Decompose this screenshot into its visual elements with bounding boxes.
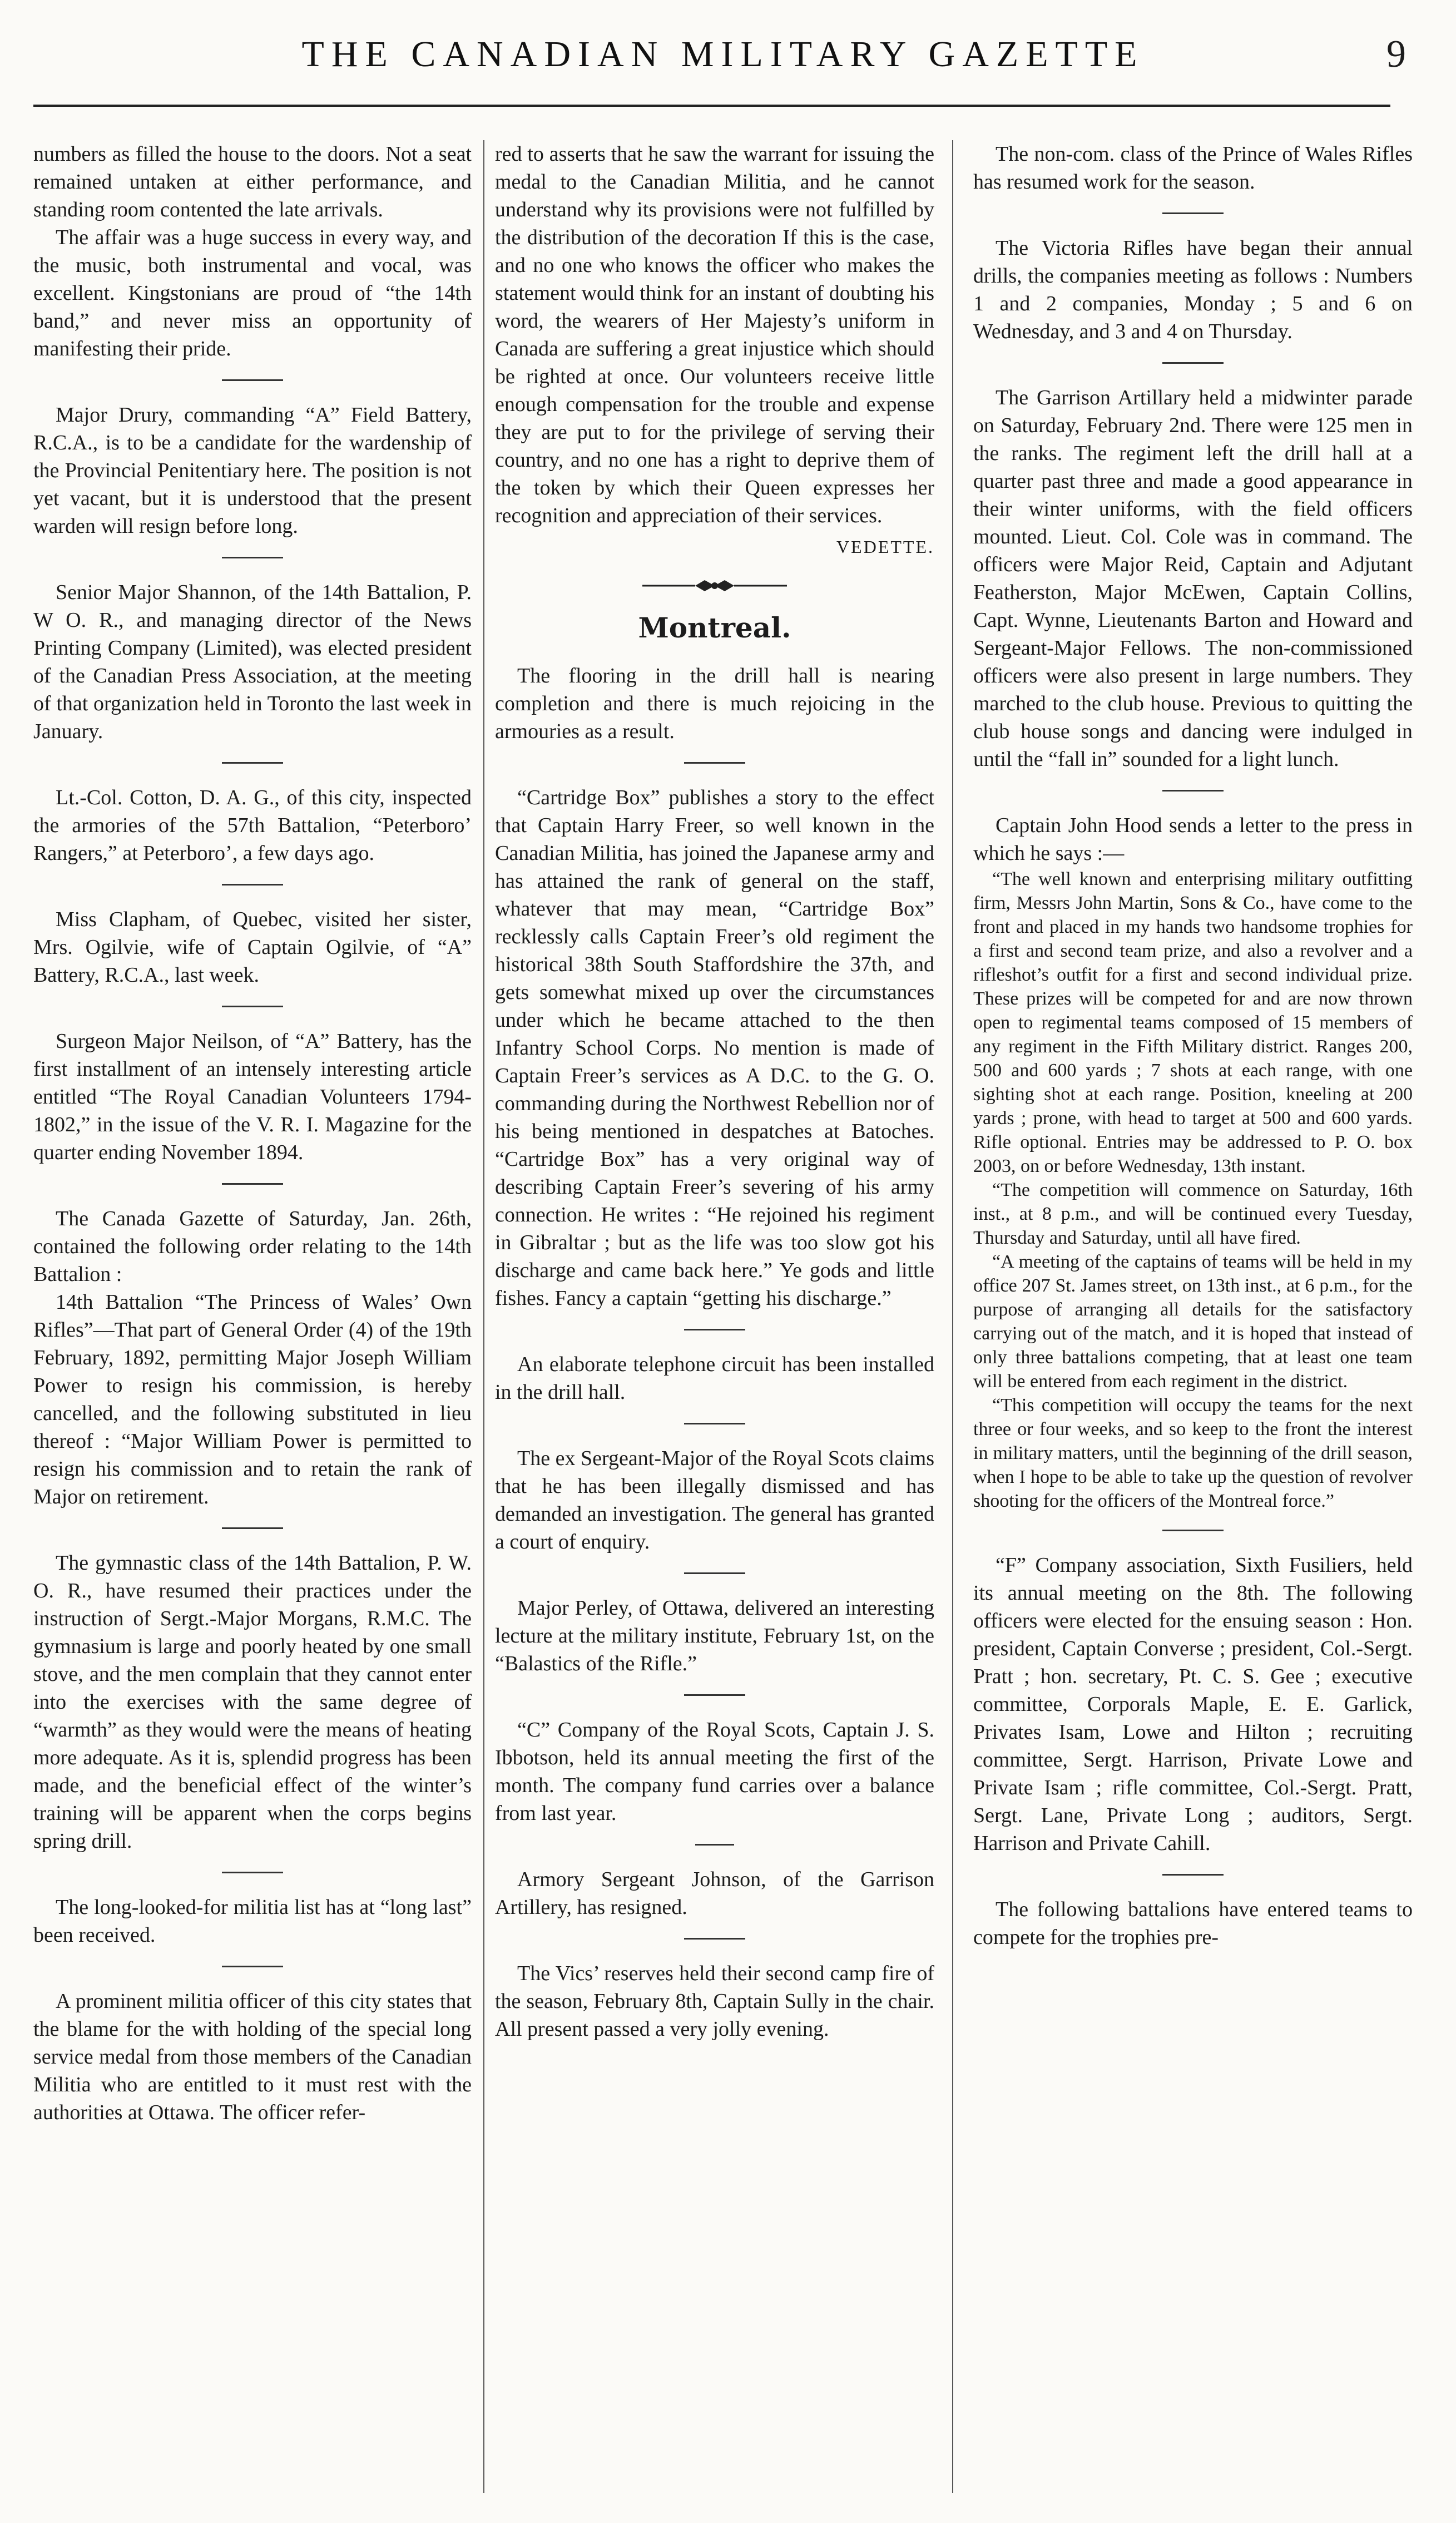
newspaper-title: THE CANADIAN MILITARY GAZETTE	[301, 34, 1145, 75]
paragraph: The affair was a huge success in every way, and the music, both instrumental and vocal, was excellent. Kingstonians are proud of “the 14th band,” and never miss an opportunity of manifesting their pride.	[33, 226, 472, 360]
separator	[695, 1844, 734, 1846]
paragraph: Armory Sergeant Johnson, of the Garrison Artillery, has resigned.	[495, 1868, 934, 1919]
section-heading: Montreal.	[638, 611, 791, 644]
separator	[684, 1423, 745, 1424]
paragraph: The Garrison Artillary held a midwinter parade on Saturday, February 2nd. There were 125 men in the ranks. The regiment left the drill hall at a quarter past three and made a good appearance in their winter uniforms, with the field officers mounted. Lieut. Col. Cole was in command. The officers were Major Reid, Captain and Adjutant Featherston, Major McEwen, Captain Collins, Capt. Wynne, Lieutenants Barton and Howard and Sergeant-Major Fellows. The non-commissioned officers were also present in large numbers. They marched to the club house. Previous to quitting the club house songs and dancing were indulged in until the “fall in” sounded for a light lunch.	[973, 386, 1413, 771]
separator	[222, 1872, 283, 1873]
paragraph: The Vics’ reserves held their second camp fire of the season, February 8th, Captain Sully in the chair. All present passed a very jolly evening.	[495, 1962, 934, 2041]
paragraph: Miss Clapham, of Quebec, visited her sister, Mrs. Ogilvie, wife of Captain Ogilvie, of “A” Battery, R.C.A., last week.	[33, 908, 472, 987]
separator	[222, 379, 283, 381]
separator	[222, 1527, 283, 1529]
paragraph: Surgeon Major Neilson, of “A” Battery, has the first installment of an intensely interesting article entitled “The Royal Canadian Volunteers 1794-1802,” in the issue of the V. R. I. Magazine for the quarter ending November 1894.	[33, 1030, 472, 1164]
quoted-paragraph: “The competition will commence on Saturday, 16th inst., at 8 p.m., and will be continued every Tuesday, Thursday and Saturday, until all have fired.	[973, 1180, 1413, 1248]
paragraph: Lt.-Col. Cotton, D. A. G., of this city, inspected the armories of the 57th Battalion, “Peterboro’ Rangers,” at Peterboro’, a few days ago.	[33, 786, 472, 865]
separator	[1162, 362, 1224, 364]
separator	[222, 1006, 283, 1007]
paragraph: Major Perley, of Ottawa, delivered an interesting lecture at the military institute, February 1st, on the “Balastics of the Rifle.”	[495, 1596, 934, 1675]
paragraph: “C” Company of the Royal Scots, Captain J. S. Ibbotson, held its annual meeting the first of the month. The company fund carries over a balance from last year.	[495, 1718, 934, 1825]
column-3	[973, 140, 1413, 2493]
signature: VEDETTE.	[836, 537, 934, 557]
separator	[684, 762, 745, 764]
paragraph: red to asserts that he saw the warrant for issuing the medal to the Canadian Militia, and he cannot understand why its provisions were not fulfilled by the distribution of the decoration If this is the case, and no one who knows the officer who makes the statement would think for an instant of doubting his word, the wearers of Her Majesty’s uniform in Canada are suffering a great injustice which should be righted at once. Our volunteers receive little enough compensation for the trouble and expense they are put to for the privilege of serving their country, and no one has a right to deprive them of the token by which their Queen expresses her recognition and appreciation of their services.	[495, 142, 934, 527]
paragraph: The following battalions have entered teams to compete for the trophies pre-	[973, 1898, 1413, 1949]
paragraph: Captain John Hood sends a letter to the press in which he says :—	[973, 814, 1413, 865]
paragraph: The gymnastic class of the 14th Battalion, P. W. O. R., have resumed their practices under the instruction of Sergt.-Major Morgans, R.M.C. The gymnasium is large and poorly heated by one small stove, and the men complain that they cannot enter into the exercises with the same degree of “warmth” as they would were the means of heating more adequate. As it is, splendid progress has been made, and the beneficial effect of the winter’s training will be apparent when the corps begins spring drill.	[33, 1551, 472, 1853]
masthead	[0, 21, 1456, 88]
quoted-paragraph: “The well known and enterprising military outfitting firm, Messrs John Martin, Sons & Co., have come to the front and placed in my hands two handsome trophies for a first and second team prize, and also a revolver and a rifleshot’s outfit for a first and second individual prize. These prizes will be competed for and are now thrown open to regimental teams composed of 15 members of any regiment in the Fifth Military district. Ranges 200, 500 and 600 yards ; 7 shots at each range, with one sighting shot at each range. Position, kneeling at 200 yards ; prone, with head to target at 500 and 600 yards. Rifle optional. Entries may be addressed to P. O. box 2003, on or before Wednesday, 13th instant.	[973, 869, 1413, 1176]
separator	[684, 1572, 745, 1574]
column-2	[495, 140, 934, 2493]
column-divider	[952, 140, 953, 2493]
paragraph: The Canada Gazette of Saturday, Jan. 26th, contained the following order relating to the 14th Battalion :	[33, 1207, 472, 1286]
ornament-divider-icon	[642, 577, 787, 594]
paragraph: The flooring in the drill hall is nearing completion and there is much rejoicing in the armouries as a result.	[495, 664, 934, 743]
separator	[1162, 1874, 1224, 1876]
quoted-paragraph: “This competition will occupy the teams for the next three or four weeks, and so keep to the front the interest in military matters, until the beginning of the drill season, when I hope to be able to take up the question of revolver shooting for the officers of the Montreal force.”	[973, 1395, 1413, 1511]
quoted-paragraph: “A meeting of the captains of teams will be held in my office 207 St. James street, on 13th inst., at 6 p.m., for the purpose of arranging all details for the satisfactory carrying out of the match, and it is hoped that instead of only three battalions competing, that at least one team will be entered from each regiment in the district.	[973, 1251, 1413, 1392]
separator	[1162, 790, 1224, 791]
paragraph: numbers as filled the house to the doors. Not a seat remained untaken at either performance, and standing room contented the late arrivals.	[33, 142, 472, 221]
paragraph: A prominent militia officer of this city states that the blame for the with holding of the special long service medal from those members of the Canadian Militia who are entitled to it must rest with the authorities at Ottawa. The officer refer-	[33, 1990, 472, 2124]
paragraph: The non-com. class of the Prince of Wales Rifles has resumed work for the season.	[973, 142, 1413, 194]
separator	[222, 1966, 283, 1967]
separator	[1162, 1530, 1224, 1531]
paragraph: The Victoria Rifles have began their annual drills, the companies meeting as follows : Numbers 1 and 2 companies, Monday ; 5 and 6 on Wednesday, and 3 and 4 on Thursday.	[973, 236, 1413, 343]
paragraph: “Cartridge Box” publishes a story to the effect that Captain Harry Freer, so well known in the Canadian Militia, has joined the Japanese army and has attained the rank of general on the staff, whatever that may mean, “Cartridge Box” recklessly calls Captain Freer’s old regiment the historical 38th South Staffordshire the 37th, and gets somewhat mixed up over the circumstances under which he became attached to the then Infantry School Corps. No mention is made of Captain Freer’s services as A D.C. to the G. O. commanding during the Northwest Rebellion nor of his being mentioned in despatches at Batoches. “Cartridge Box” has a very original way of describing Captain Freer’s severing of his army connection. He writes : “He rejoined his regiment in Gibraltar ; but as the life was too slow got his discharge and came back here.” Ye gods and little fishes. Fancy a captain “getting his discharge.”	[495, 786, 934, 1310]
paragraph: Major Drury, commanding “A” Field Battery, R.C.A., is to be a candidate for the wardenship of the Provincial Penitentiary here. The position is not yet vacant, but it is understood that the present warden will resign before long.	[33, 403, 472, 538]
paragraph: 14th Battalion “The Princess of Wales’ Own Rifles”—That part of General Order (4) of the 19th February, 1892, permitting Major Joseph William Power to resign his commission, is hereby cancelled, and the following substituted in lieu thereof : “Major William Power is permitted to resign his commission and to retain the rank of Major on retirement.	[33, 1290, 472, 1508]
paragraph: “F” Company association, Sixth Fusiliers, held its annual meeting on the 8th. The following officers were elected for the ensuing season : Hon. president, Captain Converse ; president, Col.-Sergt. Pratt ; hon. secretary, Pt. C. S. Gee ; executive committee, Corporals Maple, E. E. Garlick, Privates Isam, Lowe and Hilton ; recruiting committee, Sergt. Harrison, Private Lowe and Private Isam ; rifle committee, Col.-Sergt. Pratt, Sergt. Lane, Private Long ; auditors, Sergt. Harrison and Private Cahill.	[973, 1554, 1413, 1855]
separator	[684, 1938, 745, 1940]
separator	[1162, 212, 1224, 214]
paragraph: Senior Major Shannon, of the 14th Battalion, P. W O. R., and managing director of the News Printing Company (Limited), was elected president of the Canadian Press Association, at the meeting of that organization held in Toronto the last week in January.	[33, 581, 472, 743]
page-number: 9	[1386, 33, 1406, 76]
paragraph: The long-looked-for militia list has at “long last” been received.	[33, 1896, 472, 1947]
column-1	[33, 140, 472, 2493]
separator	[684, 1694, 745, 1696]
separator	[684, 1329, 745, 1330]
separator	[222, 762, 283, 764]
header-rule	[33, 105, 1390, 107]
paragraph: The ex Sergeant-Major of the Royal Scots claims that he has been illegally dismissed and has demanded an investigation. The general has granted a court of enquiry.	[495, 1447, 934, 1554]
paragraph: An elaborate telephone circuit has been installed in the drill hall.	[495, 1353, 934, 1404]
separator	[222, 884, 283, 885]
column-divider	[483, 140, 484, 2493]
separator	[222, 557, 283, 558]
separator	[222, 1183, 283, 1185]
